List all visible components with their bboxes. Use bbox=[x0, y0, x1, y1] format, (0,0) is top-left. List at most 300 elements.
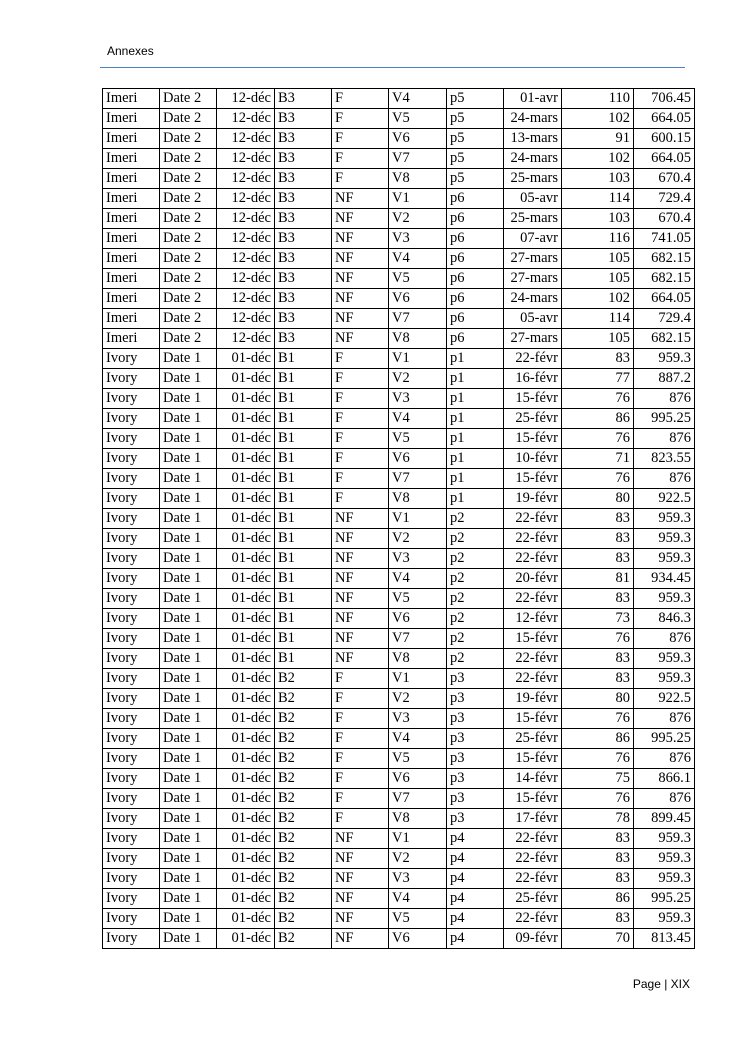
cell-variety-code: V7 bbox=[389, 789, 447, 809]
cell-treatment: NF bbox=[332, 309, 389, 329]
cell-value: 682.15 bbox=[634, 249, 695, 269]
cell-variety-code: V2 bbox=[389, 849, 447, 869]
cell-plot: p6 bbox=[447, 189, 504, 209]
cell-date-group: Date 1 bbox=[160, 609, 217, 629]
cell-days: 110 bbox=[562, 89, 634, 109]
cell-event-date: 17-févr bbox=[504, 809, 562, 829]
cell-date-group: Date 1 bbox=[160, 349, 217, 369]
cell-date-group: Date 1 bbox=[160, 509, 217, 529]
cell-date-group: Date 1 bbox=[160, 429, 217, 449]
cell-date-group: Date 2 bbox=[160, 329, 217, 349]
cell-sowing-date: 12-déc bbox=[217, 89, 275, 109]
cell-block: B1 bbox=[275, 629, 332, 649]
cell-days: 83 bbox=[562, 549, 634, 569]
cell-sowing-date: 01-déc bbox=[217, 369, 275, 389]
cell-block: B2 bbox=[275, 729, 332, 749]
cell-date-group: Date 2 bbox=[160, 289, 217, 309]
cell-variety: Ivory bbox=[103, 549, 160, 569]
cell-value: 959.3 bbox=[634, 829, 695, 849]
cell-variety: Ivory bbox=[103, 389, 160, 409]
cell-sowing-date: 12-déc bbox=[217, 269, 275, 289]
cell-treatment: F bbox=[332, 489, 389, 509]
cell-days: 83 bbox=[562, 669, 634, 689]
cell-value: 866.1 bbox=[634, 769, 695, 789]
table-row bbox=[103, 629, 695, 649]
cell-event-date: 14-févr bbox=[504, 769, 562, 789]
cell-value: 899.45 bbox=[634, 809, 695, 829]
cell-sowing-date: 01-déc bbox=[217, 909, 275, 929]
cell-treatment: NF bbox=[332, 849, 389, 869]
cell-treatment: F bbox=[332, 689, 389, 709]
table-row bbox=[103, 289, 695, 309]
cell-variety-code: V7 bbox=[389, 629, 447, 649]
cell-block: B2 bbox=[275, 689, 332, 709]
cell-treatment: F bbox=[332, 389, 389, 409]
cell-value: 670.4 bbox=[634, 209, 695, 229]
cell-treatment: NF bbox=[332, 269, 389, 289]
cell-plot: p1 bbox=[447, 489, 504, 509]
cell-treatment: NF bbox=[332, 649, 389, 669]
cell-plot: p3 bbox=[447, 689, 504, 709]
cell-variety: Ivory bbox=[103, 709, 160, 729]
cell-block: B3 bbox=[275, 89, 332, 109]
cell-treatment: F bbox=[332, 409, 389, 429]
cell-block: B2 bbox=[275, 669, 332, 689]
table-row bbox=[103, 109, 695, 129]
cell-days: 73 bbox=[562, 609, 634, 629]
cell-event-date: 22-févr bbox=[504, 509, 562, 529]
cell-event-date: 22-févr bbox=[504, 829, 562, 849]
cell-value: 995.25 bbox=[634, 729, 695, 749]
cell-value: 682.15 bbox=[634, 329, 695, 349]
cell-date-group: Date 2 bbox=[160, 129, 217, 149]
cell-sowing-date: 12-déc bbox=[217, 229, 275, 249]
data-table bbox=[102, 88, 695, 949]
cell-days: 102 bbox=[562, 149, 634, 169]
cell-treatment: NF bbox=[332, 189, 389, 209]
cell-sowing-date: 01-déc bbox=[217, 809, 275, 829]
table-row bbox=[103, 609, 695, 629]
table-row bbox=[103, 489, 695, 509]
cell-variety: Ivory bbox=[103, 509, 160, 529]
cell-sowing-date: 01-déc bbox=[217, 509, 275, 529]
cell-variety: Imeri bbox=[103, 89, 160, 109]
cell-event-date: 22-févr bbox=[504, 649, 562, 669]
table-row bbox=[103, 349, 695, 369]
cell-days: 83 bbox=[562, 829, 634, 849]
cell-treatment: F bbox=[332, 469, 389, 489]
cell-variety-code: V2 bbox=[389, 209, 447, 229]
cell-plot: p2 bbox=[447, 609, 504, 629]
table-row bbox=[103, 329, 695, 349]
page-header-title: Annexes bbox=[107, 44, 154, 58]
cell-date-group: Date 2 bbox=[160, 89, 217, 109]
cell-variety: Ivory bbox=[103, 909, 160, 929]
cell-value: 934.45 bbox=[634, 569, 695, 589]
cell-variety: Ivory bbox=[103, 649, 160, 669]
cell-sowing-date: 01-déc bbox=[217, 469, 275, 489]
cell-treatment: NF bbox=[332, 889, 389, 909]
cell-days: 76 bbox=[562, 749, 634, 769]
cell-event-date: 22-févr bbox=[504, 909, 562, 929]
cell-plot: p1 bbox=[447, 349, 504, 369]
cell-sowing-date: 01-déc bbox=[217, 829, 275, 849]
cell-block: B2 bbox=[275, 889, 332, 909]
cell-days: 76 bbox=[562, 469, 634, 489]
cell-event-date: 15-févr bbox=[504, 389, 562, 409]
cell-variety: Ivory bbox=[103, 569, 160, 589]
cell-event-date: 25-févr bbox=[504, 409, 562, 429]
cell-block: B1 bbox=[275, 449, 332, 469]
cell-plot: p3 bbox=[447, 769, 504, 789]
cell-date-group: Date 1 bbox=[160, 749, 217, 769]
cell-date-group: Date 2 bbox=[160, 309, 217, 329]
cell-days: 86 bbox=[562, 409, 634, 429]
cell-value: 876 bbox=[634, 709, 695, 729]
cell-days: 105 bbox=[562, 269, 634, 289]
cell-variety-code: V6 bbox=[389, 769, 447, 789]
cell-event-date: 27-mars bbox=[504, 329, 562, 349]
cell-variety: Imeri bbox=[103, 309, 160, 329]
cell-date-group: Date 1 bbox=[160, 389, 217, 409]
cell-plot: p4 bbox=[447, 889, 504, 909]
cell-block: B1 bbox=[275, 489, 332, 509]
cell-treatment: F bbox=[332, 149, 389, 169]
table-row bbox=[103, 789, 695, 809]
cell-event-date: 19-févr bbox=[504, 489, 562, 509]
cell-treatment: F bbox=[332, 729, 389, 749]
cell-variety-code: V5 bbox=[389, 589, 447, 609]
cell-block: B3 bbox=[275, 309, 332, 329]
cell-date-group: Date 1 bbox=[160, 869, 217, 889]
cell-date-group: Date 1 bbox=[160, 409, 217, 429]
cell-days: 83 bbox=[562, 349, 634, 369]
table-row bbox=[103, 449, 695, 469]
table-row bbox=[103, 769, 695, 789]
cell-variety: Imeri bbox=[103, 249, 160, 269]
cell-value: 706.45 bbox=[634, 89, 695, 109]
table-row bbox=[103, 849, 695, 869]
cell-plot: p5 bbox=[447, 129, 504, 149]
cell-value: 823.55 bbox=[634, 449, 695, 469]
cell-variety: Ivory bbox=[103, 809, 160, 829]
cell-treatment: F bbox=[332, 809, 389, 829]
cell-block: B1 bbox=[275, 429, 332, 449]
cell-event-date: 22-févr bbox=[504, 529, 562, 549]
cell-date-group: Date 1 bbox=[160, 809, 217, 829]
cell-variety-code: V8 bbox=[389, 649, 447, 669]
cell-variety-code: V2 bbox=[389, 529, 447, 549]
cell-value: 664.05 bbox=[634, 109, 695, 129]
cell-days: 83 bbox=[562, 849, 634, 869]
cell-variety: Ivory bbox=[103, 849, 160, 869]
cell-plot: p2 bbox=[447, 629, 504, 649]
cell-value: 922.5 bbox=[634, 689, 695, 709]
cell-plot: p2 bbox=[447, 649, 504, 669]
cell-date-group: Date 1 bbox=[160, 489, 217, 509]
cell-variety-code: V6 bbox=[389, 449, 447, 469]
cell-date-group: Date 1 bbox=[160, 369, 217, 389]
cell-plot: p3 bbox=[447, 709, 504, 729]
cell-sowing-date: 12-déc bbox=[217, 129, 275, 149]
cell-variety-code: V8 bbox=[389, 169, 447, 189]
cell-sowing-date: 01-déc bbox=[217, 609, 275, 629]
cell-variety-code: V2 bbox=[389, 689, 447, 709]
cell-event-date: 13-mars bbox=[504, 129, 562, 149]
cell-plot: p4 bbox=[447, 909, 504, 929]
cell-days: 116 bbox=[562, 229, 634, 249]
cell-date-group: Date 1 bbox=[160, 449, 217, 469]
table-row bbox=[103, 689, 695, 709]
cell-treatment: F bbox=[332, 789, 389, 809]
cell-sowing-date: 01-déc bbox=[217, 849, 275, 869]
cell-variety-code: V8 bbox=[389, 329, 447, 349]
cell-block: B3 bbox=[275, 209, 332, 229]
table-body bbox=[103, 89, 695, 949]
cell-variety-code: V2 bbox=[389, 369, 447, 389]
cell-sowing-date: 01-déc bbox=[217, 769, 275, 789]
cell-value: 959.3 bbox=[634, 549, 695, 569]
cell-treatment: NF bbox=[332, 569, 389, 589]
cell-event-date: 24-mars bbox=[504, 149, 562, 169]
cell-sowing-date: 01-déc bbox=[217, 749, 275, 769]
cell-date-group: Date 2 bbox=[160, 209, 217, 229]
cell-days: 76 bbox=[562, 789, 634, 809]
cell-variety: Ivory bbox=[103, 489, 160, 509]
cell-plot: p6 bbox=[447, 309, 504, 329]
cell-days: 102 bbox=[562, 289, 634, 309]
cell-days: 81 bbox=[562, 569, 634, 589]
cell-variety-code: V7 bbox=[389, 309, 447, 329]
cell-block: B2 bbox=[275, 769, 332, 789]
cell-sowing-date: 01-déc bbox=[217, 449, 275, 469]
cell-value: 887.2 bbox=[634, 369, 695, 389]
cell-sowing-date: 01-déc bbox=[217, 889, 275, 909]
cell-event-date: 07-avr bbox=[504, 229, 562, 249]
cell-variety-code: V7 bbox=[389, 469, 447, 489]
cell-value: 670.4 bbox=[634, 169, 695, 189]
cell-block: B3 bbox=[275, 329, 332, 349]
cell-sowing-date: 01-déc bbox=[217, 649, 275, 669]
cell-date-group: Date 2 bbox=[160, 169, 217, 189]
cell-event-date: 22-févr bbox=[504, 849, 562, 869]
header-divider bbox=[100, 67, 685, 68]
cell-treatment: NF bbox=[332, 829, 389, 849]
table-row bbox=[103, 509, 695, 529]
cell-event-date: 10-févr bbox=[504, 449, 562, 469]
cell-sowing-date: 01-déc bbox=[217, 789, 275, 809]
cell-sowing-date: 12-déc bbox=[217, 309, 275, 329]
cell-plot: p3 bbox=[447, 789, 504, 809]
cell-plot: p2 bbox=[447, 569, 504, 589]
cell-block: B1 bbox=[275, 509, 332, 529]
cell-block: B2 bbox=[275, 789, 332, 809]
cell-treatment: F bbox=[332, 709, 389, 729]
cell-value: 959.3 bbox=[634, 349, 695, 369]
table-row bbox=[103, 249, 695, 269]
cell-plot: p4 bbox=[447, 849, 504, 869]
cell-variety-code: V1 bbox=[389, 829, 447, 849]
cell-sowing-date: 01-déc bbox=[217, 389, 275, 409]
cell-plot: p2 bbox=[447, 529, 504, 549]
cell-treatment: F bbox=[332, 369, 389, 389]
cell-treatment: F bbox=[332, 129, 389, 149]
table-row bbox=[103, 869, 695, 889]
cell-block: B1 bbox=[275, 569, 332, 589]
cell-event-date: 15-févr bbox=[504, 469, 562, 489]
cell-variety: Ivory bbox=[103, 689, 160, 709]
cell-days: 75 bbox=[562, 769, 634, 789]
cell-days: 83 bbox=[562, 589, 634, 609]
cell-block: B3 bbox=[275, 249, 332, 269]
cell-sowing-date: 01-déc bbox=[217, 729, 275, 749]
cell-variety-code: V8 bbox=[389, 809, 447, 829]
cell-block: B2 bbox=[275, 869, 332, 889]
cell-days: 114 bbox=[562, 309, 634, 329]
cell-block: B3 bbox=[275, 109, 332, 129]
cell-value: 995.25 bbox=[634, 409, 695, 429]
cell-variety-code: V6 bbox=[389, 289, 447, 309]
cell-value: 876 bbox=[634, 749, 695, 769]
cell-date-group: Date 1 bbox=[160, 769, 217, 789]
cell-block: B2 bbox=[275, 849, 332, 869]
cell-sowing-date: 01-déc bbox=[217, 349, 275, 369]
cell-treatment: F bbox=[332, 449, 389, 469]
cell-treatment: NF bbox=[332, 249, 389, 269]
cell-date-group: Date 1 bbox=[160, 629, 217, 649]
cell-variety-code: V4 bbox=[389, 409, 447, 429]
cell-variety: Ivory bbox=[103, 869, 160, 889]
cell-variety-code: V3 bbox=[389, 869, 447, 889]
cell-value: 959.3 bbox=[634, 849, 695, 869]
cell-sowing-date: 12-déc bbox=[217, 149, 275, 169]
cell-block: B1 bbox=[275, 369, 332, 389]
cell-sowing-date: 01-déc bbox=[217, 429, 275, 449]
cell-treatment: F bbox=[332, 349, 389, 369]
cell-sowing-date: 01-déc bbox=[217, 569, 275, 589]
table-row bbox=[103, 149, 695, 169]
table-row bbox=[103, 929, 695, 949]
cell-date-group: Date 1 bbox=[160, 889, 217, 909]
cell-variety-code: V3 bbox=[389, 709, 447, 729]
cell-plot: p5 bbox=[447, 109, 504, 129]
cell-date-group: Date 1 bbox=[160, 909, 217, 929]
cell-block: B3 bbox=[275, 289, 332, 309]
cell-variety-code: V6 bbox=[389, 129, 447, 149]
cell-sowing-date: 01-déc bbox=[217, 929, 275, 949]
cell-plot: p2 bbox=[447, 589, 504, 609]
cell-plot: p2 bbox=[447, 549, 504, 569]
cell-days: 80 bbox=[562, 489, 634, 509]
table-row bbox=[103, 889, 695, 909]
cell-block: B3 bbox=[275, 169, 332, 189]
cell-variety-code: V6 bbox=[389, 929, 447, 949]
cell-date-group: Date 2 bbox=[160, 249, 217, 269]
cell-variety: Ivory bbox=[103, 789, 160, 809]
cell-block: B1 bbox=[275, 609, 332, 629]
cell-value: 959.3 bbox=[634, 509, 695, 529]
cell-variety: Imeri bbox=[103, 269, 160, 289]
cell-treatment: NF bbox=[332, 909, 389, 929]
table-row bbox=[103, 129, 695, 149]
cell-block: B3 bbox=[275, 189, 332, 209]
cell-block: B3 bbox=[275, 269, 332, 289]
table-row bbox=[103, 369, 695, 389]
cell-variety: Imeri bbox=[103, 109, 160, 129]
cell-days: 80 bbox=[562, 689, 634, 709]
cell-variety-code: V1 bbox=[389, 349, 447, 369]
table-row bbox=[103, 389, 695, 409]
cell-sowing-date: 12-déc bbox=[217, 329, 275, 349]
table-row bbox=[103, 429, 695, 449]
cell-treatment: NF bbox=[332, 329, 389, 349]
cell-variety-code: V6 bbox=[389, 609, 447, 629]
cell-days: 77 bbox=[562, 369, 634, 389]
cell-value: 741.05 bbox=[634, 229, 695, 249]
cell-treatment: F bbox=[332, 429, 389, 449]
cell-variety-code: V7 bbox=[389, 149, 447, 169]
cell-value: 959.3 bbox=[634, 589, 695, 609]
cell-value: 876 bbox=[634, 469, 695, 489]
cell-days: 91 bbox=[562, 129, 634, 149]
cell-event-date: 01-avr bbox=[504, 89, 562, 109]
cell-event-date: 15-févr bbox=[504, 749, 562, 769]
cell-sowing-date: 01-déc bbox=[217, 589, 275, 609]
cell-variety-code: V4 bbox=[389, 889, 447, 909]
cell-event-date: 24-mars bbox=[504, 289, 562, 309]
cell-variety: Ivory bbox=[103, 449, 160, 469]
cell-variety: Ivory bbox=[103, 469, 160, 489]
cell-value: 995.25 bbox=[634, 889, 695, 909]
table-row bbox=[103, 169, 695, 189]
cell-block: B2 bbox=[275, 909, 332, 929]
cell-variety-code: V3 bbox=[389, 549, 447, 569]
cell-date-group: Date 1 bbox=[160, 929, 217, 949]
cell-variety: Imeri bbox=[103, 329, 160, 349]
cell-plot: p4 bbox=[447, 869, 504, 889]
cell-sowing-date: 12-déc bbox=[217, 249, 275, 269]
cell-date-group: Date 1 bbox=[160, 569, 217, 589]
page-number: Page | XIX bbox=[632, 977, 690, 991]
cell-sowing-date: 01-déc bbox=[217, 409, 275, 429]
cell-value: 664.05 bbox=[634, 149, 695, 169]
cell-date-group: Date 1 bbox=[160, 729, 217, 749]
cell-date-group: Date 1 bbox=[160, 549, 217, 569]
cell-sowing-date: 12-déc bbox=[217, 209, 275, 229]
cell-variety: Ivory bbox=[103, 629, 160, 649]
cell-sowing-date: 01-déc bbox=[217, 709, 275, 729]
table-row bbox=[103, 469, 695, 489]
cell-event-date: 22-févr bbox=[504, 549, 562, 569]
cell-variety-code: V1 bbox=[389, 509, 447, 529]
table-row bbox=[103, 269, 695, 289]
cell-value: 959.3 bbox=[634, 669, 695, 689]
cell-event-date: 27-mars bbox=[504, 249, 562, 269]
cell-event-date: 20-févr bbox=[504, 569, 562, 589]
table-row bbox=[103, 809, 695, 829]
cell-date-group: Date 2 bbox=[160, 269, 217, 289]
cell-event-date: 27-mars bbox=[504, 269, 562, 289]
cell-days: 83 bbox=[562, 649, 634, 669]
cell-plot: p6 bbox=[447, 329, 504, 349]
cell-treatment: NF bbox=[332, 509, 389, 529]
cell-plot: p3 bbox=[447, 729, 504, 749]
cell-event-date: 15-févr bbox=[504, 709, 562, 729]
cell-event-date: 25-mars bbox=[504, 169, 562, 189]
cell-block: B2 bbox=[275, 749, 332, 769]
cell-sowing-date: 12-déc bbox=[217, 189, 275, 209]
cell-block: B3 bbox=[275, 149, 332, 169]
